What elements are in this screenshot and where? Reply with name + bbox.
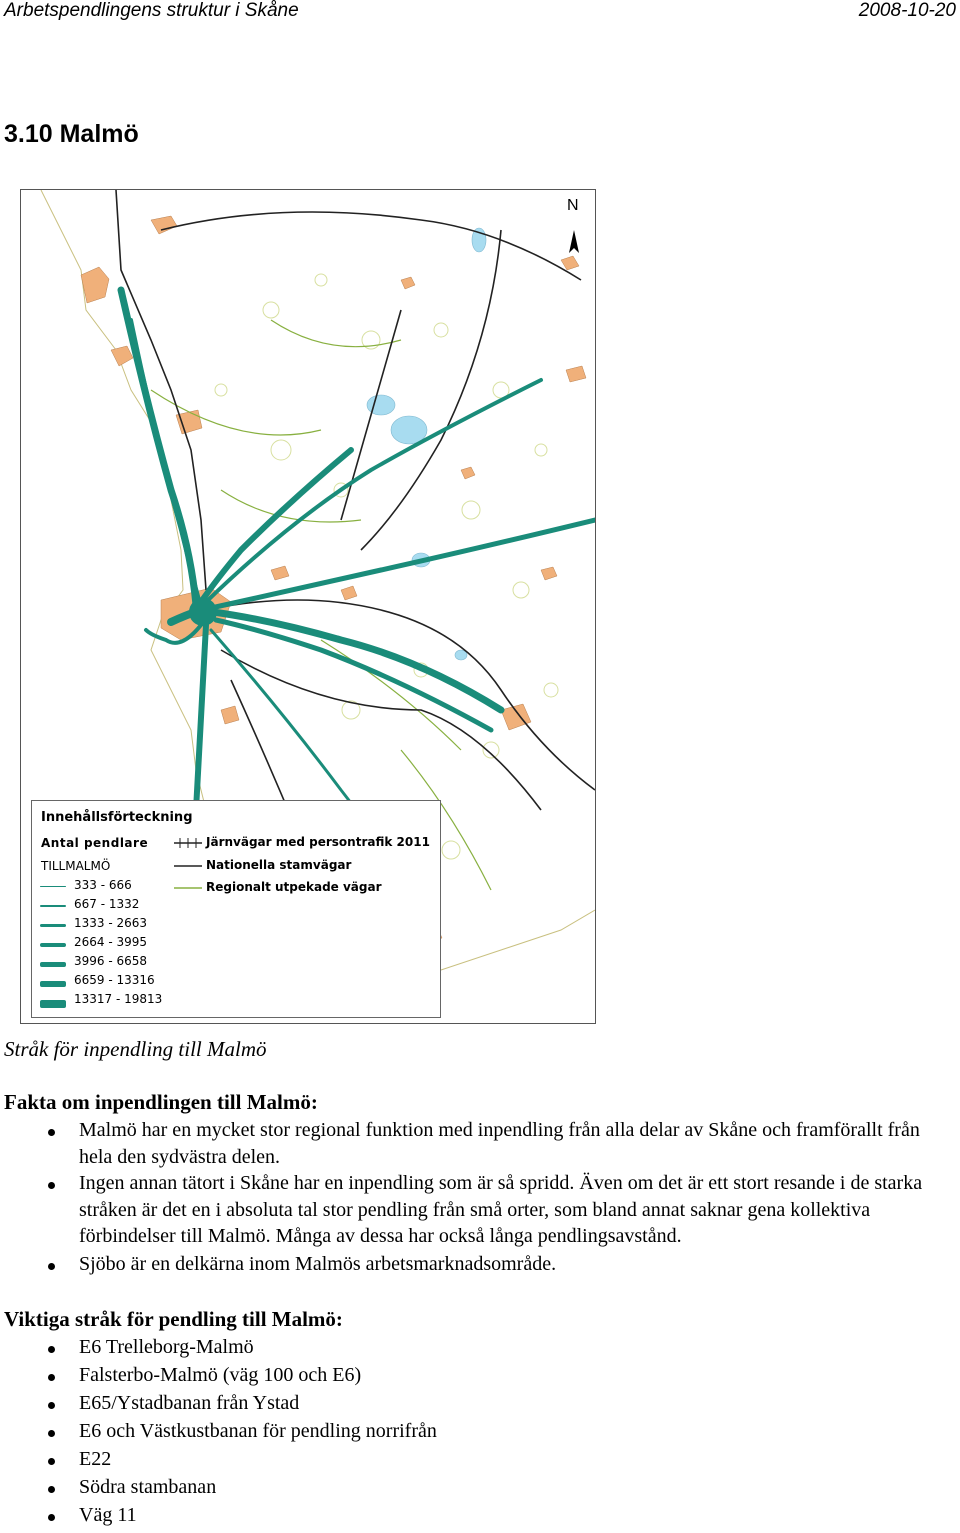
- bullet-icon: [48, 1346, 55, 1353]
- bullet-icon: [48, 1514, 55, 1521]
- legend-title: Innehållsförteckning: [41, 810, 193, 825]
- corridor-item-4: E6 och Västkustbanan för pendling norrifrån: [79, 1420, 437, 1442]
- legend-class-4: 2664 - 3995: [40, 934, 190, 952]
- bullet-icon: [48, 1458, 55, 1465]
- section-title: 3.10 Malmö: [4, 120, 139, 148]
- legend-railway: Järnvägar med persontrafik 2011: [174, 834, 434, 852]
- bullet-icon: [48, 1402, 55, 1409]
- legend-subtitle: Antal pendlare: [41, 836, 149, 850]
- commuting-map: [20, 189, 596, 1024]
- legend-class-5: 3996 - 6658: [40, 953, 190, 971]
- map-caption: Stråk för inpendling till Malmö: [4, 1037, 267, 1061]
- corridor-item-3: E65/Ystadbanan från Ystad: [79, 1392, 300, 1414]
- legend-class-2: 667 - 1332: [40, 896, 190, 914]
- regional-road-icon: [174, 879, 202, 897]
- railway-icon: [174, 834, 202, 852]
- legend-regional-road: Regionalt utpekade vägar: [174, 879, 434, 897]
- bullet-icon: [48, 1374, 55, 1381]
- north-label: N: [567, 197, 579, 214]
- facts-heading: Fakta om inpendlingen till Malmö:: [4, 1090, 318, 1114]
- document-header-title: Arbetspendlingens struktur i Skåne: [4, 0, 299, 21]
- bullet-icon: [48, 1430, 55, 1437]
- corridor-item-5: E22: [79, 1448, 112, 1470]
- bullet-icon: [48, 1182, 55, 1189]
- legend-national-road: Nationella stamvägar: [174, 857, 434, 875]
- document-header-date: 2008-10-20: [858, 0, 956, 21]
- corridor-item-6: Södra stambanan: [79, 1476, 217, 1498]
- legend-class-7: 13317 - 19813: [40, 991, 190, 1009]
- bullet-icon: [48, 1486, 55, 1493]
- legend-class-3: 1333 - 2663: [40, 915, 190, 933]
- malmo-hub: [189, 598, 217, 626]
- corridor-item-7: Väg 11: [79, 1504, 137, 1526]
- corridors-heading: Viktiga stråk för pendling till Malmö:: [4, 1307, 343, 1331]
- legend-subtitle-2: TILLMALMÖ: [41, 859, 111, 873]
- national-road-icon: [174, 857, 202, 875]
- legend-class-1: 333 - 666: [40, 877, 190, 895]
- corridor-item-2: Falsterbo-Malmö (väg 100 och E6): [79, 1364, 362, 1386]
- bullet-icon: [48, 1129, 55, 1136]
- fact-item-1: Malmö har en mycket stor regional funktion med inpendling från alla delar av Skåne och framförallt från hela den sydvästra delen.: [79, 1119, 920, 1168]
- fact-item-3: Sjöbo är en delkärna inom Malmös arbetsmarknadsområde.: [79, 1253, 557, 1275]
- corridor-item-1: E6 Trelleborg-Malmö: [79, 1336, 254, 1358]
- legend-class-6: 6659 - 13316: [40, 972, 190, 990]
- map-legend: [31, 800, 441, 1018]
- bullet-icon: [48, 1263, 55, 1270]
- fact-item-2: Ingen annan tätort i Skåne har en inpendling som är så spridd. Även om det är ett stort resande i de starka stråken är det en i absoluta tal stor pendling från små orter, som bland annat saknar gena kollektiva förbindelser till Malmö. Många av dessa har också långa pendlingsavstånd.: [79, 1172, 923, 1247]
